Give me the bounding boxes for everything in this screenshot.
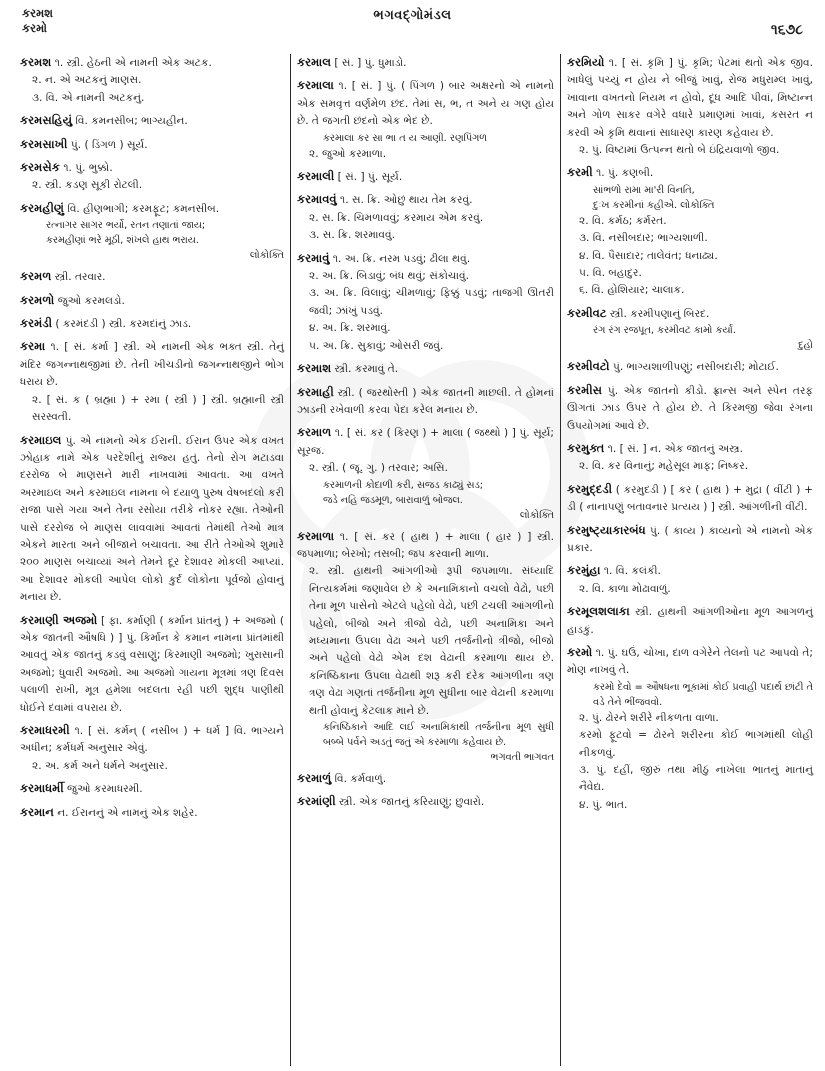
- entry-first-line: [20, 612, 284, 717]
- entry-first-line: [567, 382, 813, 435]
- entry-first-line: [567, 54, 813, 142]
- definition-text: સ્ત્રી. હાથની આંગળીઓના મૂળ આગળનું હાડકું.: [567, 606, 813, 636]
- citation-quote: દુઃખ કરમીનાં કહીએ. લોકોક્તિ: [593, 199, 715, 211]
- citation-quote: કનિષ્ઠિકાને આદિ લઈ અનામિકાથી તર્જનીના મૂળ સુધી બબ્બે પર્વને અડતું જતું એ કરમાળા કહેવાય છે.: [323, 722, 554, 748]
- sub-sense: ૩. પું. દહીં, જીરું તથા મીઠું નાખેલા ભાતનું માતાનું નૈવેદ્ય.: [579, 764, 813, 794]
- dictionary-entry: [567, 481, 813, 517]
- column-2: [290, 54, 560, 1066]
- sub-sense: ૩. સ. ક્રિ. શરમાવવું.: [309, 229, 396, 242]
- definition-text: ૧. પું. ઘઉં, ચોખા, દાળ વગેરેને તેલનો પટ આપવો તે; મોણ નાખવું તે.: [567, 646, 814, 677]
- definition-text: ૧. [ સં. કર્મન્ ( નસીબ ) + ધર્મ ] વિ. ભાગ્યને અધીન; કર્મધર્મ અનુસાર એવું.: [20, 725, 284, 755]
- definition-text: સ્ત્રી. ( જરથોસ્તી ) એક જાતની માછલી. તે હોમનાં ઝાડની રખેવાળી કરવા પેદા કરેલ મનાય છે.: [297, 386, 554, 416]
- definition-text: [ સં. ] પું. ધુમાડો.: [334, 57, 407, 69]
- headword: કરમૂલશલાકા: [567, 604, 630, 619]
- entry-first-line: [567, 562, 813, 580]
- citation-quote: જડે નહિ જડમૂળ, બારાવાળું બોજલ.: [323, 494, 463, 506]
- headword: કરમાધરમી: [20, 723, 70, 737]
- definition-text: ૧. [ સં. કૃમિ ] પું. કૃમિ; પેટમાં થતો એક જીવ. ખાધેલું પચ્યું ન હોય ને બીજું ખાવું, રોજ મધુરામ્લ ખાવું, ખાવાના વખતનો નિયમ ન હોવો, દૂધ આદિ પીવાં, મિષ્ટાન્ન અને ગોળ સાકર વગેરે વધારે પ્રમાણમાં ખાવાં, કસરત ન કરવી એ કૃમિ થવાનાં સાધારણ કારણ કહેવાય છે.: [567, 57, 813, 139]
- dictionary-entry: [20, 804, 284, 822]
- entry-first-line: [20, 268, 284, 286]
- sub-sense: ૬. વિ. હોશિયાર; ચાલાક.: [579, 284, 685, 297]
- citation-source: ભગવતી ભાગવત: [490, 752, 554, 763]
- citation-quote: રત્નાગર સાગર ભર્યો, રતન તણાતાં જાય;: [46, 220, 206, 232]
- dictionary-entry: [20, 200, 284, 263]
- headword: કરમંડી: [20, 316, 53, 331]
- dictionary-entry: [20, 136, 284, 154]
- headword: કરમી: [567, 165, 593, 180]
- entry-first-line: [297, 191, 554, 209]
- definition-text: વિ. હીણભાગી; કરમફૂટ; કમનસીબ.: [67, 202, 220, 215]
- headword: કરમળ: [20, 269, 52, 284]
- dictionary-entry: [567, 562, 813, 598]
- definition-text: પું. ભાગ્યશાળીપણું; નસીબદારી; મોટાઈ.: [612, 361, 779, 374]
- page-header: [0, 0, 825, 52]
- headword: કરમાવવું: [297, 192, 337, 207]
- headword: કરમાધર્મી: [20, 781, 64, 796]
- citation-source: લોકોક્તિ: [249, 250, 284, 262]
- citation-source: લોકોક્તિ: [519, 509, 554, 521]
- headword: કરમિયો: [567, 55, 605, 69]
- dictionary-entry: [20, 612, 284, 717]
- entry-first-line: [20, 804, 284, 822]
- sub-sense: ૨. જુઓ કરમાળા.: [309, 147, 387, 160]
- sub-sense: ૨. અ. કર્મ અને ધર્મને અનુસાર.: [32, 759, 168, 772]
- definition-text: ૧. [ સં. કર્મા ] સ્ત્રી. એ નામની એક ભક્ત સ્ત્રી. તેનું મંદિર જગન્નાથજીમાં છે. તેની ખીચડીનો જગન્નાથજીને ભોગ ધરાય છે.: [20, 341, 284, 389]
- entry-first-line: [20, 54, 284, 72]
- dictionary-entry: [567, 382, 813, 435]
- headword: કરમસાખી: [20, 136, 68, 151]
- dictionary-entry: [567, 603, 813, 639]
- dictionary-entry: [297, 360, 554, 378]
- definition-text: ૧. [ સં. કર ( હાથ ) + માલા ( હાર ) ] સ્ત્રી. જપમાળા; બેરખો; તસબી; જપ કરવાની માળા.: [297, 530, 554, 560]
- sub-sense: કરમો ફૂટવો = ઢોરને શરીરના કોઈ ભાગમાંથી લોહી નીકળવું.: [579, 729, 813, 759]
- entry-first-line: [297, 424, 554, 460]
- sub-sense: ૨. સ. ક્રિ. ચિમળાવવું; કરમાય એમ કરવું.: [309, 211, 484, 224]
- definition-text: ૧. [ સં. કર ( કિરણ ) + માલા ( જથ્થો ) ] પું. સૂર્ય; સૂરજ.: [297, 427, 555, 457]
- definition-text: ૧. પું. કણબી.: [596, 167, 654, 180]
- sub-sense: ૨. વિ. કર વિનાનું; મહેસૂલ માફ; નિષ્કર.: [579, 460, 749, 473]
- sub-sense: ૪. વિ. પૈસાદાર; તાલેવંત; ધનાઢ્ય.: [579, 249, 718, 262]
- entry-first-line: [20, 722, 284, 758]
- dictionary-entry: [567, 644, 813, 814]
- headword: કરમળો: [20, 292, 55, 307]
- citation-quote: કરમહીણાં ભરે મૂઠી, શંખલે હાથ ભરાય.: [46, 235, 199, 247]
- definition-text: વિ. કમનસીબ; ભાગ્યહીન.: [75, 115, 188, 128]
- headword: કરમીવટો: [567, 359, 610, 374]
- entry-first-line: [297, 384, 554, 420]
- sub-sense: ૨. સ્ત્રી. કડણ સૂકી રોટલી.: [32, 179, 143, 192]
- entry-first-line: [20, 200, 284, 218]
- sub-sense: ૩. અ. ક્રિ. વિલાવું; ચીમળાવું; ફિક્કું પડવું; તાજગી ઊતરી જવી; ઝાંખું પડવું.: [309, 287, 554, 317]
- guide-word-top: કરમશ: [22, 6, 54, 20]
- dictionary-entry: [20, 780, 284, 798]
- dictionary-entry: [20, 338, 284, 426]
- definition-text: સ્ત્રી. કરમીપણાનું બિરદ.: [610, 307, 710, 320]
- entry-first-line: [20, 159, 284, 177]
- entry-first-line: [297, 168, 554, 186]
- sub-sense: ૪. પું. ભાત.: [579, 798, 628, 811]
- dictionary-entry: [297, 54, 554, 72]
- definition-text: પું. એ નામનો એક ઈરાની. ઈરાન ઉપર એક વખત ઝોહાક નામે એક પરદેશીનું રાજ્ય હતું. તેનો રોગ મટાડવા દરરોજ બે માણસને મારી નાખવામાં આવતા. આ વખતે અરમાઇલ અને કરમાઇલ નામના બે દયાળુ પુરુષ વેષબદલો કરી રાજા પાસે ગયા અને તેના રસોયા તરીકે નોકર રહ્યા. તેઓની પાસે દરરોજ બે માણસ લાવવામાં આવતાં તેમાંથી તેઓ માત્ર એકને મારતા અને બીજાને બચાવતા. આ રીતે તેઓએ શુમારે ૨૦૦ માણસ બચાવ્યાં અને તેમને દૂર દેશાવર મોકલી આપ્યાં. આ દેશાવર મોકલી આપેલ લોકો કુર્દ લોકોના પૂર્વજો હોવાનું મનાય છે.: [20, 434, 284, 604]
- entry-first-line: [20, 112, 284, 130]
- headword: કરમીસ: [567, 382, 603, 397]
- dictionary-entry: [20, 315, 284, 333]
- entry-first-line: [567, 603, 813, 639]
- entry-first-line: [20, 780, 284, 798]
- entry-first-line: [20, 315, 284, 333]
- dictionary-entry: [20, 268, 284, 286]
- dictionary-entry: [297, 528, 554, 765]
- dictionary-entry: [297, 77, 554, 163]
- citation-quote: રંગ રંગ રજપૂત, કરમીવટ કામો કર્યાં.: [593, 325, 736, 337]
- sub-sense: ૨. સ્ત્રી. ( જૂ. ગુ. ) તરવાર; અસિ.: [309, 462, 449, 475]
- page-number: ૧૬૭૮: [770, 22, 803, 38]
- definition-text: ન. ઈરાનનું એ નામનું એક શહેર.: [57, 806, 198, 819]
- headword: કરમાઇલ: [20, 432, 62, 447]
- dictionary-entry: [20, 292, 284, 310]
- sub-sense: ૨. ન. એ અટકનું માણસ.: [32, 74, 142, 87]
- sub-sense: ૩. વિ. નસીબદાર; ભાગ્યશાળી.: [579, 232, 708, 245]
- dictionary-entry: [567, 164, 813, 299]
- dictionary-entry: [567, 54, 813, 159]
- dictionary-entry: [297, 424, 554, 522]
- headword: કરમાલ: [297, 55, 331, 69]
- sub-sense: ૨. અ. ક્રિ. બિડાવું; બંધ થવું; સંકોચાવું.: [309, 270, 469, 283]
- dictionary-entry: [20, 722, 284, 775]
- headword: કરમસેક: [20, 160, 60, 175]
- headword: કરમાળું: [297, 771, 332, 785]
- headword: કરમાહી: [297, 384, 334, 399]
- dictionary-entry: [567, 440, 813, 476]
- sub-sense: ૨. સ્ત્રી. હાથની આંગળીઓ રૂપી જપમાળા. સંધ્યાદિ નિત્યકર્મમાં જણાવેલ છે કે અનામિકાનો વચલો વેઢો, પછી તેના મૂળ પાસેનો એટલે પહેલો વેઢો, પછી ટચલી આંગળીનો પહેલો, બીજો અને ત્રીજો વેઢો, પછી અનામિકા અને મધ્યમાના ઉપલા વેઢા અને પછી તર્જનીનો ત્રીજો, બીજો અને પહેલો વેઢો એમ દશ વેઢાની કરમાળા થાય છે. કનિષ્ઠિકાના ઉપલા વેઢાથી શરૂ કરી દરેક આંગળીના ત્રણ ત્રણ વેઢા ગણતાં તર્જનીના મૂળ સુધીના બાર વેઢાની કરમાળા થતી હોવાનું કેટલાક માને છે.: [309, 565, 554, 717]
- citation-quote: કરમો દેવો = ઔષધના ભૂકામાં કોઈ પ્રવાહી પદાર્થ છાંટી તે વડે તેને ભીંજવવો.: [593, 681, 813, 708]
- headword: કરમાલા: [297, 78, 334, 93]
- entry-first-line: [567, 522, 813, 558]
- headword: કરમસહિયું: [20, 113, 73, 128]
- definition-text: [ ફા. કર્માણી ( કર્માન પ્રાંતનું ) + અજમો ( એક જાતની ઔષધિ ) ] પું. કિર્માન કે કમાન નામના પ્રાંતમાંથી આવતું એક જાતનું કડવું વસાણું; કિરમાણી અજમો; ખુરાસાની અજમો; ધુવારી અજમો. આ અજમો ગાયના મૂત્રમાં ત્રણ દિવસ પલાળી રાખી, મૂત્ર હમેશા બદલતા રહી પછી શુદ્ધ પાણીથી ધોઈને દવામાં વપરાય છે.: [20, 614, 284, 714]
- entry-first-line: [297, 54, 554, 72]
- entry-first-line: [297, 528, 554, 564]
- dictionary-entry: [297, 770, 554, 788]
- headword: કરમીવટ: [567, 305, 607, 320]
- headword: કરમશ: [20, 55, 52, 69]
- dictionary-entry: [567, 305, 813, 353]
- dictionary-entry: [297, 191, 554, 244]
- dictionary-columns: [14, 54, 819, 1066]
- dictionary-entry: [297, 168, 554, 186]
- headword: કરમાવું: [297, 250, 330, 265]
- headword: કરમાળ: [297, 425, 332, 440]
- dictionary-entry: [567, 358, 813, 376]
- headword: કરમા: [20, 339, 46, 354]
- definition-text: ૧. પું. ભુક્કો.: [63, 162, 113, 175]
- sub-sense: ૪. અ. ક્રિ. શરમાવું.: [309, 322, 391, 335]
- entry-first-line: [297, 250, 554, 268]
- dictionary-entry: [20, 112, 284, 130]
- definition-text: ૧. અ. ક્રિ. નરમ પડવું; ઢીલા થવું.: [332, 252, 471, 265]
- sub-sense: ૨. પું. ઢોરને શરીરે નીકળતા વાળા.: [579, 711, 719, 724]
- sub-sense: ૨. [ સં. ક ( બ્રહ્મા ) + રમા ( સ્ત્રી ) ] સ્ત્રી. બ્રહ્માની સ્ત્રી સરસ્વતી.: [32, 393, 284, 424]
- headword: કરમાણી અજમો: [20, 612, 98, 627]
- entry-first-line: [297, 360, 554, 378]
- definition-text: ૧. સ. ક્રિ. ઓછું થાય તેમ કરવું.: [340, 194, 473, 207]
- headword: કરમાલી: [297, 169, 335, 184]
- entry-first-line: [20, 432, 284, 607]
- citation-quote: કરમાલા કર સા ભા ત ય આણી. રણપિંગળ: [323, 132, 487, 144]
- dictionary-entry: [20, 432, 284, 607]
- definition-text: ( કરમંદડી ) સ્ત્રી. કરમદાંનું ઝાડ.: [55, 318, 192, 331]
- definition-text: ૧. વિ. કલંકી.: [603, 565, 661, 578]
- entry-first-line: [567, 358, 813, 376]
- running-title: ભગવદ્ગોમંડલ: [373, 8, 452, 23]
- headword: કરમાળા: [297, 528, 335, 543]
- definition-text: વિ. કર્મવાળું.: [334, 773, 387, 785]
- entry-first-line: [297, 793, 554, 811]
- guide-word-bottom: કરમો: [22, 21, 48, 35]
- entry-first-line: [297, 770, 554, 788]
- dictionary-entry: [297, 793, 554, 811]
- definition-text: પું. એક જાતનો કીડો. ફ્રાન્સ અને સ્પેન તરફ ઊગતાં ઝાડ ઉપર તે હોય છે. તે કિરમજી જેવા રંગના ઉપયોગમાં આવે છે.: [567, 384, 813, 432]
- headword: કરમો: [567, 644, 593, 659]
- definition-text: સ્ત્રી. તરવાર.: [54, 271, 106, 284]
- sub-sense: ૨. વિ. કર્મઠ; કર્મરત.: [579, 214, 667, 227]
- definition-text: સ્ત્રી. કરમાવું તે.: [334, 363, 399, 376]
- definition-text: સ્ત્રી. એક જાતનું કરિયાણું; છુવારો.: [339, 796, 485, 809]
- entry-first-line: [567, 440, 813, 458]
- definition-text: જુઓ કરમલડો.: [57, 294, 125, 307]
- citation-quote: સાંભળો રામા મા'રી વિનતિ,: [593, 184, 695, 196]
- definition-text: જુઓ કરમાધરમી.: [67, 783, 143, 796]
- definition-text: પું. ( ડિંગળ ) સૂર્ય.: [70, 138, 148, 151]
- headword: કરમુક્ત: [567, 440, 605, 455]
- definition-text: ૧. [ સં. ] ન. એક જાતનું અસ્ત્ર.: [607, 442, 743, 455]
- entry-first-line: [567, 644, 813, 680]
- headword: કરમહીણું: [20, 200, 65, 215]
- sub-sense: ૫. વિ. બહાદુર.: [579, 267, 642, 280]
- headword: કરમુદ્દડી: [567, 481, 613, 496]
- dictionary-entry: [567, 522, 813, 558]
- headword: કરમુષ્ટ્યાકારબંધ: [567, 522, 646, 537]
- entry-first-line: [20, 338, 284, 391]
- definition-text: ૧. [ સં. ] પું. ( પિંગળ ) બાર અક્ષરનો એ નામનો એક સમવૃત્ત વર્ણમેળ છંદ. તેમાં સ, ભ, ત અને ય ગણ હોય છે. તે જગતી છંદનો એક ભેદ છે.: [297, 80, 554, 128]
- headword: કરમાન: [20, 804, 54, 819]
- dictionary-entry: [20, 159, 284, 195]
- headword: કરમુંહા: [567, 563, 601, 578]
- entry-first-line: [297, 77, 554, 130]
- column-1: [14, 54, 290, 1066]
- citation-source: દુહો: [798, 340, 813, 352]
- citation-quote: કરમાળની કોદાળી કરી, સજડ કાઢ્યું સડ;: [323, 479, 484, 491]
- headword: કરમાશ: [297, 361, 332, 376]
- entry-first-line: [567, 305, 813, 323]
- dictionary-entry: [297, 384, 554, 420]
- column-3: [560, 54, 819, 1066]
- headword: કરમાંણી: [297, 794, 336, 809]
- definition-text: ૧. સ્ત્રી. હેઠની એ નામની એક અટક.: [54, 57, 212, 69]
- definition-text: પું. ( કાવ્ય ) કાવ્યનો એ નામનો એક પ્રકાર.: [567, 524, 813, 554]
- sub-sense: ૨. પું. વિષ્ટામાં ઉત્પન્ન થતો બે ઇંદ્રિયવાળો જીવ.: [579, 144, 780, 157]
- entry-first-line: [20, 292, 284, 310]
- entry-first-line: [20, 136, 284, 154]
- entry-first-line: [567, 481, 813, 517]
- dictionary-entry: [20, 54, 284, 107]
- entry-first-line: [567, 164, 813, 182]
- sub-sense: ૩. વિ. એ નામની અટકનું.: [32, 91, 145, 104]
- sub-sense: ૫. અ. ક્રિ. સુકાવું; ઓસરી જવું.: [309, 339, 444, 352]
- sub-sense: ૨. વિ. કાળા મોઢાવાળું.: [579, 582, 671, 595]
- definition-text: ( કરમુદડી ) [ કર ( હાથ ) + મુદ્રા ( વીંટી ) + ડી ( નાનાપણું બતાવનાર પ્રત્યય ) ] સ્ત્રી. આંગળીની વીંટી.: [567, 483, 813, 514]
- definition-text: [ સં. ] પું. સૂર્ય.: [337, 171, 403, 184]
- dictionary-entry: [297, 250, 554, 355]
